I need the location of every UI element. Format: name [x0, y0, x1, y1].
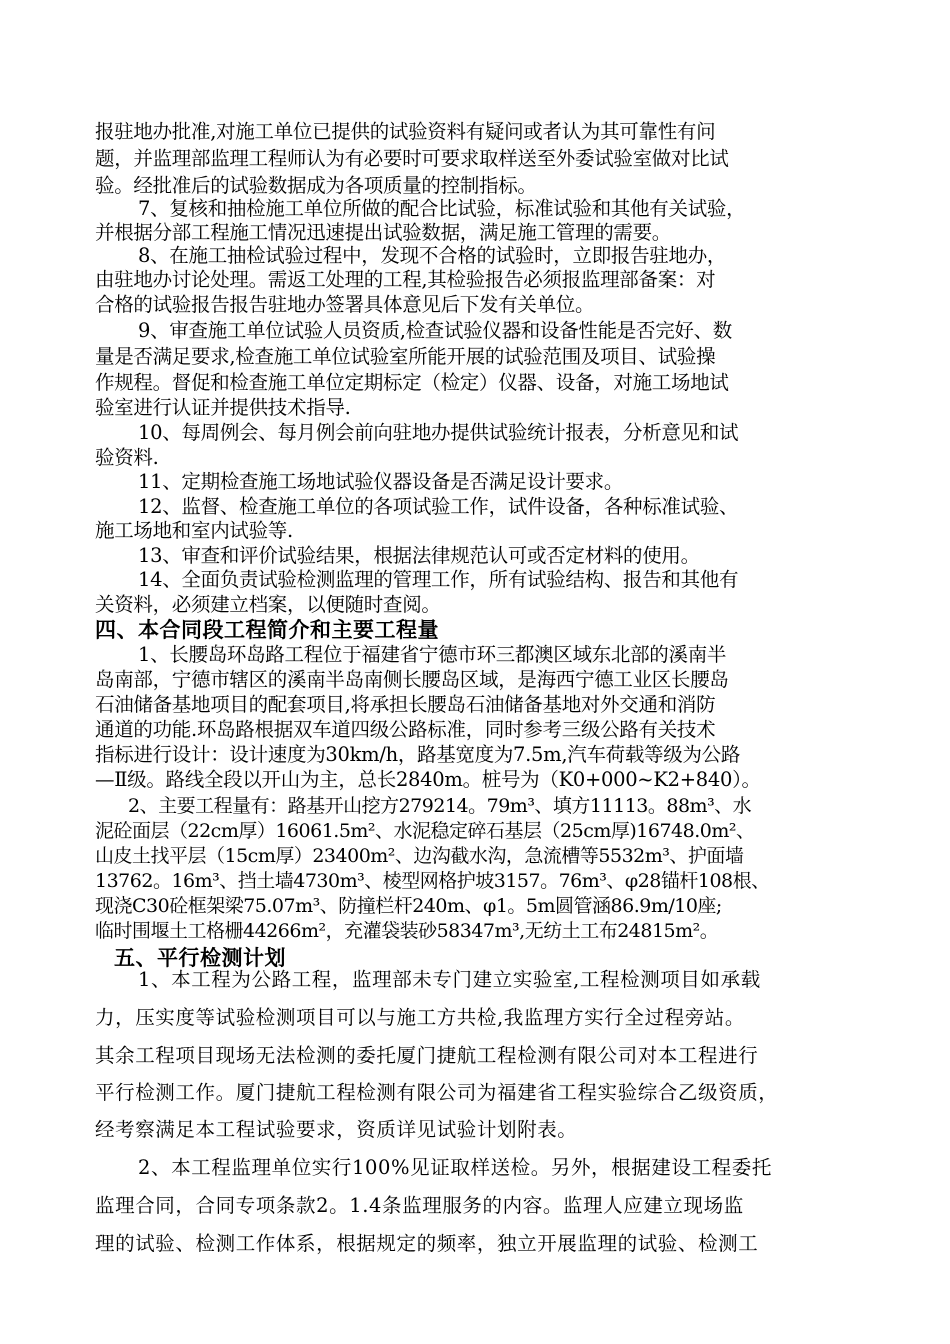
paragraph-line: 理的试验、检测工作体系，根据规定的频率，独立开展监理的试验、检测工	[95, 1232, 759, 1255]
paragraph-line: 现浇C30砼框架梁75.07m³、防撞栏杆240m、φ1。5m圆管涵86.9m/10座;	[95, 895, 722, 917]
paragraph-line: 7、复核和抽检施工单位所做的配合比试验，标准试验和其他有关试验，	[138, 197, 746, 220]
paragraph-line: —Ⅱ级。路线全段以开山为主，总长2840m。桩号为（K0+000~K2+840）。	[95, 768, 761, 791]
paragraph-line: 石油储备基地项目的配套项目,将承担长腰岛石油储备基地对外交通和消防	[95, 693, 716, 716]
paragraph-line: 报驻地办批准,对施工单位已提供的试验资料有疑问或者认为其可靠性有问	[95, 120, 716, 143]
paragraph-line: 泥砼面层（22cm厚）16061.5m²、水泥稳定碎石基层（25cm厚)16748.0m²、	[95, 820, 755, 842]
paragraph-line: 作规程。督促和检查施工单位定期标定（检定）仪器、设备，对施工场地试	[95, 371, 729, 394]
paragraph-line: 由驻地办讨论处理。需返工处理的工程,其检验报告必须报监理部备案：对	[95, 268, 716, 291]
paragraph-line: 山皮土找平层（15cm厚）23400m²、边沟截水沟，急流槽等5532m³、护面墙	[95, 845, 744, 867]
paragraph-line: 平行检测工作。厦门捷航工程检测有限公司为福建省工程实验综合乙级资质，	[95, 1081, 779, 1104]
paragraph-line: 2、本工程监理单位实行100%见证取样送检。另外，根据建设工程委托	[138, 1156, 772, 1179]
paragraph-line: 验。经批准后的试验数据成为各项质量的控制指标。	[95, 174, 537, 197]
paragraph-line: 2、主要工程量有：路基开山挖方279214。79m³、填方11113。88m³、水	[128, 795, 752, 817]
paragraph-line: 施工场地和室内试验等.	[95, 519, 293, 542]
paragraph-line: 8、在施工抽检试验过程中，发现不合格的试验时，立即报告驻地办，	[138, 244, 727, 267]
paragraph-line: 指标进行设计：设计速度为30km/h，路基宽度为7.5m,汽车荷载等级为公路	[95, 743, 741, 766]
paragraph-line: 14、全面负责试验检测监理的管理工作，所有试验结构、报告和其他有	[138, 568, 739, 591]
paragraph-line: 监理合同，合同专项条款2。1.4条监理服务的内容。监理人应建立现场监	[95, 1194, 744, 1217]
section-heading: 五、平行检测计划	[114, 946, 286, 970]
paragraph-line: 1、长腰岛环岛路工程位于福建省宁德市环三都澳区域东北部的溪南半	[138, 643, 727, 666]
paragraph-line: 岛南部，宁德市辖区的溪南半岛南侧长腰岛区域，是海西宁德工业区长腰岛	[95, 668, 729, 691]
section-heading: 四、本合同段工程简介和主要工程量	[95, 618, 439, 642]
paragraph-line: 临时围堰土工格栅44266m²，充灌袋装砂58347m³,无纺土工布24815m²。	[95, 920, 719, 942]
paragraph-line: 验室进行认证并提供技术指导.	[95, 396, 351, 419]
paragraph-line: 1、本工程为公路工程，监理部未专门建立实验室,工程检测项目如承载	[138, 968, 761, 991]
paragraph-line: 关资料，必须建立档案，以便随时查阅。	[95, 593, 441, 616]
paragraph-line: 13762。16m³、挡土墙4730m³、棱型网格护坡3157。76m³、φ28锚杆108根、	[95, 870, 770, 892]
paragraph-line: 13、审查和评价试验结果，根据法律规范认可或否定材料的使用。	[138, 544, 700, 567]
paragraph-line: 其余工程项目现场无法检测的委托厦门捷航工程检测有限公司对本工程进行	[95, 1044, 759, 1067]
paragraph-line: 12、监督、检查施工单位的各项试验工作，试件设备，各种标准试验、	[138, 495, 739, 518]
paragraph-line: 验资料.	[95, 446, 159, 469]
paragraph-line: 经考察满足本工程试验要求，资质详见试验计划附表。	[95, 1118, 578, 1141]
paragraph-line: 量是否满足要求,检查施工单位试验室所能开展的试验范围及项目、试验操	[95, 345, 716, 368]
paragraph-line: 合格的试验报告报告驻地办签署具体意见后下发有关单位。	[95, 293, 595, 316]
paragraph-line: 并根据分部工程施工情况迅速提出试验数据，满足施工管理的需要。	[95, 221, 672, 244]
paragraph-line: 10、每周例会、每月例会前向驻地办提供试验统计报表，分析意见和试	[138, 421, 739, 444]
paragraph-line: 11、定期检查施工场地试验仪器设备是否满足设计要求。	[138, 470, 624, 493]
paragraph-line: 题，并监理部监理工程师认为有必要时可要求取样送至外委试验室做对比试	[95, 147, 729, 170]
paragraph-line: 9、审查施工单位试验人员资质,检查试验仪器和设备性能是否完好、数	[138, 319, 733, 342]
paragraph-line: 力，压实度等试验检测项目可以与施工方共检,我监理方实行全过程旁站。	[95, 1006, 745, 1029]
paragraph-line: 通道的功能.环岛路根据双车道四级公路标准，同时参考三级公路有关技术	[95, 718, 716, 741]
